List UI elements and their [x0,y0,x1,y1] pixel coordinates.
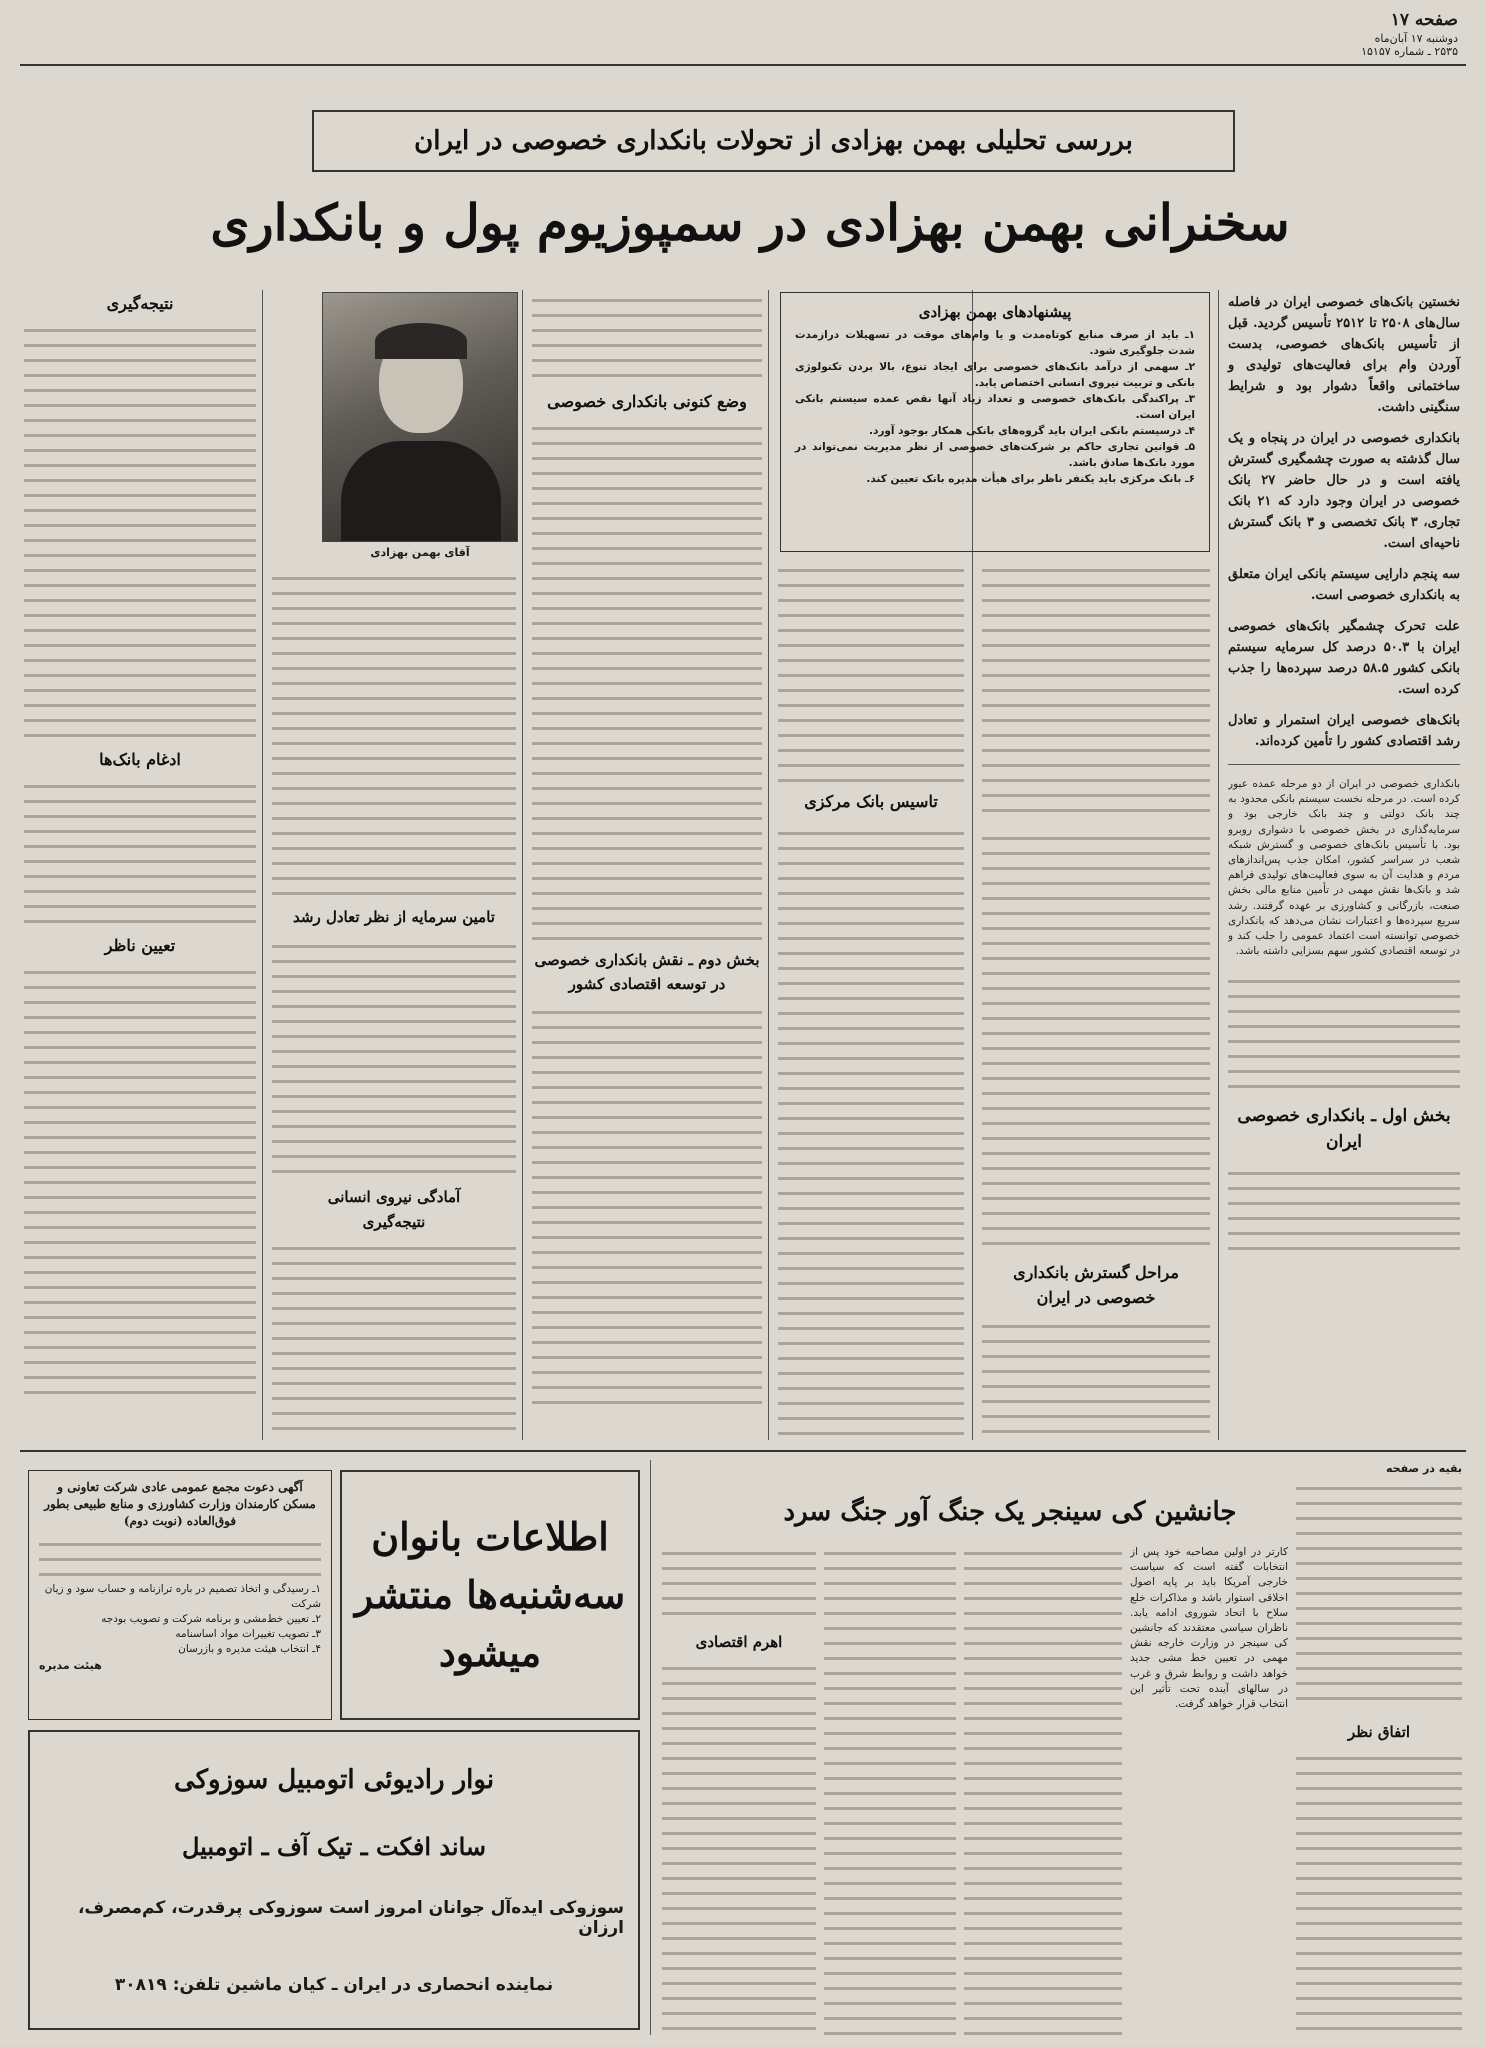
article-text-block [24,778,256,928]
notice-item: ۳ـ تصویب تغییرات مواد اساسنامه [175,1628,321,1640]
notice-item: ۱ـ رسیدگی و اتخاذ تصمیم در باره ترازنامه و حساب سود و زیان شرکت [44,1583,321,1610]
article-text-block [532,292,762,384]
notice-title: آگهی دعوت مجمع عمومی عادی شرکت تعاونی و مسکن کارمندان وزارت کشاورزی و منابع طبیعی بطور فوق‌العاده (نوبت دوم) [44,1480,316,1528]
notice-text-block [39,1536,321,1576]
agreement-heading: اتفاق نظر [1347,1723,1411,1741]
article-text-block [662,1545,816,1625]
proposals-title: پیشنهادهای بهمن بهزادی [918,303,1072,321]
result-heading-b: نتیجه‌گیری [362,1213,426,1231]
portrait-suit [341,441,501,541]
column-rule [1218,290,1219,1440]
supervisor-heading: تعیین ناظر [104,936,176,955]
capital-heading: تامین سرمایه از نظر تعادل رشد [293,908,495,926]
notice-item: ۲ـ تعیین خط‌مشی و برنامه شرکت و تصویب بودجه [101,1613,321,1625]
kicker: بررسی تحلیلی بهمن بهزادی از تحولات بانکداری خصوصی در ایران [414,126,1133,156]
economic-heading: اهرم اقتصادی [695,1633,783,1651]
article-text-block [1228,1165,1460,1255]
notice-items [39,1582,321,1657]
intro-lead-3: سه پنجم دارایی سیستم بانکی ایران متعلق به بانکداری خصوصی است. [1228,567,1460,603]
article-text-block [24,964,256,1404]
notice-item: ۴ـ انتخاب هیئت مدیره و بازرسان [178,1643,321,1655]
column-rule [522,290,523,1440]
proposal-item: ۵ـ قوانین تجاری حاکم بر شرکت‌های خصوصی از نظر مدیریت نمی‌تواند در مورد بانک‌ها صادق باشد. [795,441,1195,469]
meeting-notice-ad [28,1470,332,1720]
proposal-item: ۲ـ سهمی از درآمد بانک‌های خصوصی برای ایجاد تنوع، بالا بردن تکنولوژی بانکی و تربیت نیروی انسانی اختصاص یابد. [795,361,1195,389]
info-banner-line2: سه‌شنبه‌ها منتشر [354,1572,626,1617]
intro-lead-5: بانک‌های خصوصی ایران استمرار و تعادل رشد اقتصادی کشور را تأمین کرده‌اند. [1228,713,1460,749]
headline: سخنرانی بهمن بهزادی در سمپوزیوم پول و بانکداری [210,193,1290,252]
result-heading-a: نتیجه‌گیری [106,294,174,313]
proposals-list [795,327,1195,487]
intro-lead-4: علت تحرک چشمگیر بانک‌های خصوصی ایران با ۵۰.۳ درصد کل سرمایه سیستم بانکی کشور ۵۸.۵ درصد سپرده‌ها را جذب کرده است. [1228,619,1460,697]
article-text-block [964,1545,1122,2035]
article-text-block [1296,1480,1462,1710]
article-text-block [982,562,1210,822]
current-status [532,292,762,1404]
info-banner-line1: اطلاعات بانوان [371,1514,609,1559]
section-divider [20,1450,1466,1452]
article-body: بانکداری خصوصی در ایران از دو مرحله عمده عبور کرده است. در مرحله نخست سیستم بانکی محدود به چند بانک دولتی و چند بانک خارجی بود و سرمایه‌گذاری در بخش خصوصی با دشواری روبرو بود. با تأسیس بانک‌های خصوصی و گسترش شبکه شعب در سراسر کشور، امکان جذب پس‌اندازهای مردم و هدایت آن به سوی فعالیت‌های تولیدی فراهم شد و بانک‌ها نقش مهمی در تأمین منابع مالی بخش صنعت، بازرگانی و کشاورزی بر عهده گرفتند. رشد سریع سپرده‌ها و اعتبارات نشان می‌دهد که بانکداری خصوصی توانسته است اعتماد عمومی را جلب کند و در توسعه اقتصادی کشور سهم بسزایی داشته باشد. [1228,778,1460,958]
article-text-block [272,570,516,900]
section1-heading: بخش اول ـ بانکداری خصوصی ایران [1237,1106,1451,1152]
proposals-box [780,292,1210,552]
central-bank-heading: تاسیس بانک مرکزی [804,792,938,811]
current-status-heading: وضع کنونی بانکداری خصوصی [547,392,747,411]
column-rule [768,290,769,1440]
article-text-block [272,1240,516,1440]
growth-heading: مراحل گسترش بانکداری خصوصی در ایران [1013,1263,1179,1307]
second-body: کارتر در اولین مصاحبه خود پس از انتخابات گفته است که سیاست خارجی آمریکا باید بر پایه اصول اخلاقی استوار باشد و مذاکرات خلع سلاح با اتحاد شوروی ادامه یابد. ناظران سیاسی معتقدند که جانشین کی سینجر در وزارت خارجه نقش مهمی در تعیین خط مشی جدید خواهد داشت و روابط شرق و غرب در سالهای آینده تحت تأثیر این انتخاب قرار خواهد گرفت. [1130,1546,1288,1711]
article-text-block [778,562,964,782]
kicker-box [312,110,1235,172]
intro-column [1228,292,1460,1255]
section2-heading: بخش دوم ـ نقش بانکداری خصوصی در توسعه اقتصادی کشور [534,951,760,993]
article-text-block [778,825,964,1440]
suzuki-dealer: نماینده انحصاری در ایران ـ کیان ماشین تلفن: ۳۰۸۱۹ [114,1975,554,1996]
page-number: صفحه ۱۷ [1390,10,1458,30]
proposal-item: ۱ـ باید از صرف منابع کوتاه‌مدت و یا وام‌های موقت در تسهیلات درازمدت شدت جلوگیری شود. [795,329,1195,357]
notice-sign: هیئت مدیره [39,1659,102,1672]
info-banner-ad [340,1470,640,1720]
continued-note: بقیه در صفحه [1386,1462,1462,1475]
merge-heading: ادغام بانک‌ها [99,750,181,769]
proposal-item: ۳ـ پراکندگی بانک‌های خصوصی و تعداد زیاد آنها نقص عمده سیستم بانکی ایران است. [795,393,1195,421]
author-photo [322,292,518,542]
article-text-block [824,1545,956,2035]
suzuki-ad [28,1730,640,2030]
proposal-item: ۶ـ بانک مرکزی باید یکنفر ناظر برای هیأت مدیره بانک تعیین کند. [866,473,1195,485]
manpower-heading: آمادگی نیروی انسانی [327,1188,461,1206]
article-text-block [1296,1750,1462,2035]
suzuki-title: نوار رادیوئی اتومبیل سوزوکی [173,1764,495,1795]
article-text-block [982,1318,1210,1438]
second-headline: جانشین کی سینجر یک جنگ آور جنگ سرد [783,1497,1237,1527]
photo-caption: آقای بهمن بهزادی [370,546,470,559]
portrait-hair [375,323,467,359]
intro-lead: نخستین بانک‌های خصوصی ایران در فاصله سال‌های ۲۵۰۸ تا ۲۵۱۲ تأسیس گردید. قبل از تأسیس بانک‌های خصوصی، بدست آوردن وام برای فعالیت‌های تولیدی و ساختمانی واقعاً دشوار بود و شرایط سنگینی داشت. [1228,295,1460,415]
article-text-block [24,322,256,742]
masthead [1318,10,1458,58]
issue-date: دوشنبه ۱۷ آبان‌ماه [1374,32,1458,45]
column-rule [262,290,263,1440]
left-column [24,292,256,1404]
suzuki-subtitle: ساند افکت ـ تیک آف ـ اتومبیل [181,1831,487,1861]
intro-lead-2: بانکداری خصوصی در ایران در پنجاه و یک سال گذشته به صورت چشمگیری گسترش یافته است و در حال حاضر ۲۷ بانک خصوصی در ایران وجود دارد که ۲۱ بانک تجاری، ۳ بانک تخصصی و ۳ بانک گسترش ناحیه‌ای است. [1228,431,1461,551]
article-text-block [662,1660,816,2035]
issue-number: ۲۵۳۵ ـ شماره ۱۵۱۵۷ [1361,45,1458,58]
article-text-block [982,830,1210,1250]
article-text-block [532,420,762,940]
article-text-block [272,938,516,1178]
info-banner-line3: میشود [438,1630,542,1675]
column-rule [650,1460,651,2035]
divider [1228,764,1460,765]
article-text-block [1228,973,1460,1093]
suzuki-tagline: سوزوکی ایده‌آل جوانان امروز است سوزوکی پرقدرت، کم‌مصرف، ارزان [77,1898,624,1939]
proposal-item: ۴ـ درسیستم بانکی ایران باید گروه‌های بانکی همکار بوجود آورد. [868,425,1195,437]
article-text-block [532,1004,762,1404]
masthead-rule [20,64,1466,66]
